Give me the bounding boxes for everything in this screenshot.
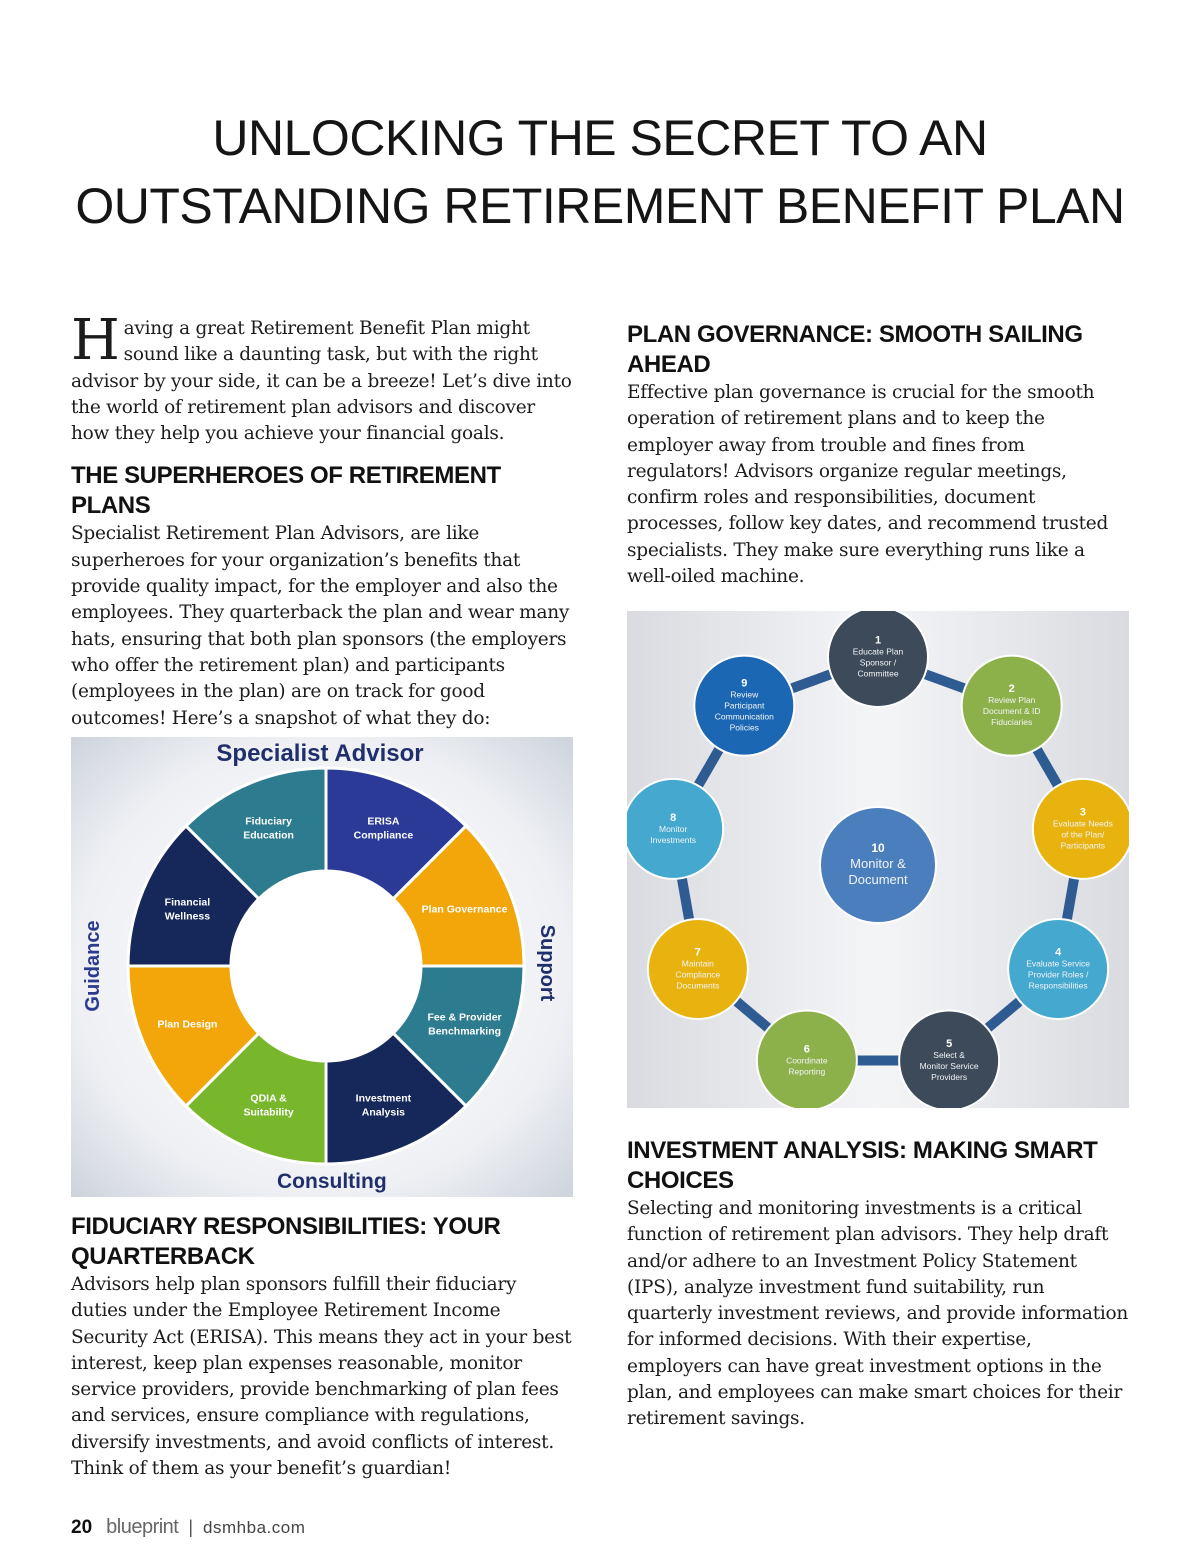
superheroes-body: Specialist Retirement Plan Advisors, are like superheroes for your organization’s benefits that provide quality impact, for the employer and also the employees. They quarterback the plan and wear many hats, ensuring that both plan sponsors (the employers who offer the retirement plan) and participants (employees in the plan) are on track for good outcomes! Here’s a snapshot of what they do: xyxy=(71,523,570,729)
cycle-step-number: 1 xyxy=(874,634,882,647)
cycle-step-label: Responsibilities xyxy=(1028,980,1088,991)
cycle-step-label: Evaluate Needs xyxy=(1052,818,1113,829)
cycle-step-label: Review Plan xyxy=(988,695,1036,706)
wheel-segment-label: Fiduciary xyxy=(245,815,292,828)
page-title xyxy=(0,104,1200,240)
cycle-step-number: 9 xyxy=(741,677,748,690)
cycle-step-label: Providers xyxy=(931,1071,968,1082)
cycle-step-number: 7 xyxy=(694,946,701,959)
fiduciary-heading: FIDUCIARY RESPONSIBILITIES: YOUR QUARTERBACK xyxy=(71,1213,501,1270)
cycle-step-label: Compliance xyxy=(675,969,721,980)
wheel-bottom-label: Consulting xyxy=(277,1170,387,1193)
cycle-step-label: Document & ID xyxy=(982,706,1041,717)
cycle-step-label: Participant xyxy=(724,700,765,711)
cycle-step-label: Communication xyxy=(714,711,774,722)
cycle-step-label: Provider Roles / xyxy=(1027,969,1089,980)
cycle-step-number: 2 xyxy=(1008,683,1015,696)
wheel-segment-label: Compliance xyxy=(353,829,414,842)
intro-text: aving a great Retirement Benefit Plan might sound like a daunting task, but with the right advisor by your side, it can be a breeze! Let’s dive into the world of retirement plan advisors and discover how they help you achieve your financial goals. xyxy=(71,318,572,445)
wheel-left-label: Guidance xyxy=(82,920,104,1012)
cycle-step-label: Educate Plan xyxy=(852,646,904,657)
governance-body: Effective plan governance is crucial for the smooth operation of retirement plans and to keep the employer away from trouble and fines from regulators! Advisors organize regular meetings, confirm roles and responsibilities, document processes, follow key dates, and recommend trusted specialists. They make sure everything runs like a well-oiled machine. xyxy=(627,382,1109,588)
wheel-segment-label: Analysis xyxy=(361,1106,406,1119)
cycle-step-label: Documents xyxy=(676,980,720,991)
wheel-segment-label: Benchmarking xyxy=(428,1025,502,1038)
wheel-segment-label: Education xyxy=(243,829,294,842)
wheel-segment-label: Investment xyxy=(355,1092,412,1105)
page-footer xyxy=(71,1516,305,1542)
cycle-step-label: of the Plan/ xyxy=(1061,829,1105,840)
cycle-step-label: Fiduciaries xyxy=(991,717,1033,728)
cycle-step-label: Monitor Service xyxy=(919,1060,979,1071)
cycle-step-label: Sponsor / xyxy=(859,657,897,668)
cycle-step-label: Review xyxy=(730,689,759,700)
wheel-segment-label: Fee & Provider xyxy=(427,1011,502,1024)
cycle-step-label: Evaluate Service xyxy=(1026,958,1091,969)
intro-paragraph xyxy=(71,308,573,447)
drop-cap: H xyxy=(71,308,120,373)
wheel-segment-label: Financial xyxy=(164,896,211,909)
cycle-step-label: Monitor xyxy=(658,823,688,834)
specialist-advisor-figure xyxy=(71,737,573,1197)
governance-block xyxy=(627,320,1129,590)
fiduciary-block xyxy=(71,1212,573,1482)
wheel-segment-label: Wellness xyxy=(164,910,211,923)
cycle-step-label: Document xyxy=(848,872,908,887)
brand-logo: blueprint xyxy=(106,1516,179,1538)
superheroes-heading: THE SUPERHEROES OF RETIREMENT PLANS xyxy=(71,462,501,520)
wheel-segment-label: QDIA & xyxy=(250,1092,287,1105)
cycle-step-number: 5 xyxy=(946,1037,953,1050)
investment-body: Selecting and monitoring investments is a critical function of retirement plan advisors. They help draft and/or adhere to an Investment Policy Statement (IPS), analyze investment fund suitability, run quarterly investment reviews, and provide information for informed decisions. With their expertise, employers can have great investment options in the plan, and employees can make smart choices for their retirement savings. xyxy=(627,1198,1129,1430)
specialist-advisor-wheel xyxy=(71,737,573,1197)
cycle-step-label: Monitor & xyxy=(850,856,906,871)
footer-separator: | xyxy=(188,1517,194,1537)
cycle-step-number: 4 xyxy=(1055,946,1062,959)
wheel-segment-label: Suitability xyxy=(243,1106,294,1119)
governance-cycle-figure xyxy=(627,611,1129,1108)
cycle-step-label: Policies xyxy=(729,722,759,733)
wheel-right-label: Support xyxy=(536,924,558,1002)
intro-block xyxy=(71,308,573,732)
governance-heading: PLAN GOVERNANCE: SMOOTH SAILING AHEAD xyxy=(627,321,1083,378)
cycle-step-label: Maintain xyxy=(681,958,714,969)
cycle-step-label: Coordinate xyxy=(786,1055,828,1066)
title-line-2: OUTSTANDING RETIREMENT BENEFIT PLAN xyxy=(75,178,1125,234)
wheel-segment-label: ERISA xyxy=(367,815,400,828)
fiduciary-body: Advisors help plan sponsors fulfill their fiduciary duties under the Employee Retirement Income Security Act (ERISA). This means they act in your best interest, keep plan expenses reasonable, monitor service providers, provide benchmarking of plan fees and services, ensure compliance with regulations, diversify investments, and avoid conflicts of interest. Think of them as your benefit’s guardian! xyxy=(71,1274,572,1480)
cycle-step-number: 3 xyxy=(1079,806,1086,819)
wheel-segment-label: Plan Design xyxy=(157,1018,218,1031)
cycle-step-label: Participants xyxy=(1060,840,1106,851)
cycle-step-number: 6 xyxy=(803,1043,810,1056)
cycle-step-label: Investments xyxy=(650,834,697,845)
cycle-step-label: Select & xyxy=(933,1049,965,1060)
cycle-step-number: 10 xyxy=(871,841,885,855)
investment-block xyxy=(627,1136,1129,1433)
cycle-step-label: Committee xyxy=(857,668,899,679)
governance-cycle-diagram xyxy=(627,611,1129,1108)
page-number: 20 xyxy=(71,1517,93,1538)
website-link[interactable]: dsmhba.com xyxy=(203,1518,306,1537)
wheel-segment-label: Plan Governance xyxy=(421,903,508,916)
investment-heading: INVESTMENT ANALYSIS: MAKING SMART CHOICES xyxy=(627,1137,1098,1194)
title-line-1: UNLOCKING THE SECRET TO AN xyxy=(212,110,988,166)
wheel-hub xyxy=(231,871,421,1061)
wheel-top-label: Specialist Advisor xyxy=(216,740,424,767)
cycle-step-label: Reporting xyxy=(788,1066,826,1077)
cycle-step-number: 8 xyxy=(670,811,677,824)
